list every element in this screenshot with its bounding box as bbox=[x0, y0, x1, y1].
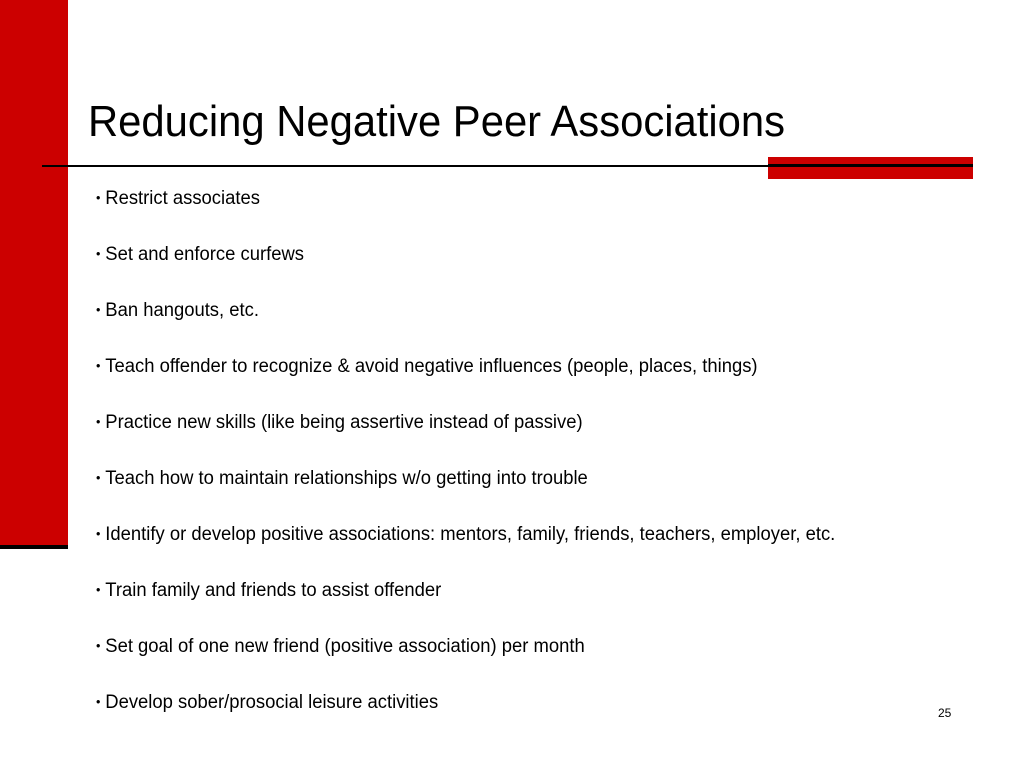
bullet-item bbox=[96, 523, 930, 546]
bullet-icon: • bbox=[96, 302, 101, 317]
left-bar-rule bbox=[0, 545, 68, 549]
slide-number: 25 bbox=[938, 706, 952, 720]
left-red-bar bbox=[0, 0, 68, 545]
bullet-icon: • bbox=[96, 582, 101, 597]
slide-title: Reducing Negative Peer Associations bbox=[88, 97, 786, 146]
bullet-item bbox=[96, 579, 930, 602]
bullet-list bbox=[96, 187, 956, 747]
bullet-text: Teach how to maintain relationships w/o getting into trouble bbox=[105, 468, 588, 489]
bullet-text: Identify or develop positive associations: mentors, family, friends, teachers, employer, etc. bbox=[105, 524, 836, 545]
bullet-icon: • bbox=[96, 470, 101, 485]
bullet-text: Practice new skills (like being assertive instead of passive) bbox=[105, 412, 583, 433]
bullet-item bbox=[96, 243, 930, 266]
bullet-text: Teach offender to recognize & avoid negative influences (people, places, things) bbox=[105, 356, 758, 377]
bullet-text: Set goal of one new friend (positive association) per month bbox=[105, 636, 585, 657]
bullet-icon: • bbox=[96, 638, 101, 653]
bullet-text: Set and enforce curfews bbox=[105, 244, 305, 265]
bullet-icon: • bbox=[96, 358, 101, 373]
bullet-text: Ban hangouts, etc. bbox=[105, 300, 259, 321]
bullet-text: Train family and friends to assist offender bbox=[105, 580, 442, 601]
bullet-item bbox=[96, 467, 930, 490]
bullet-icon: • bbox=[96, 190, 101, 205]
bullet-text: Restrict associates bbox=[105, 188, 260, 209]
bullet-text: Develop sober/prosocial leisure activities bbox=[105, 692, 439, 713]
bullet-item bbox=[96, 411, 930, 434]
bullet-item bbox=[96, 355, 930, 378]
bullet-icon: • bbox=[96, 246, 101, 261]
bullet-item bbox=[96, 691, 930, 714]
bullet-item bbox=[96, 299, 930, 322]
bullet-item bbox=[96, 187, 930, 210]
bullet-icon: • bbox=[96, 694, 101, 709]
bullet-icon: • bbox=[96, 414, 101, 429]
bullet-icon: • bbox=[96, 526, 101, 541]
red-accent-bar bbox=[768, 157, 973, 179]
bullet-item bbox=[96, 635, 930, 658]
